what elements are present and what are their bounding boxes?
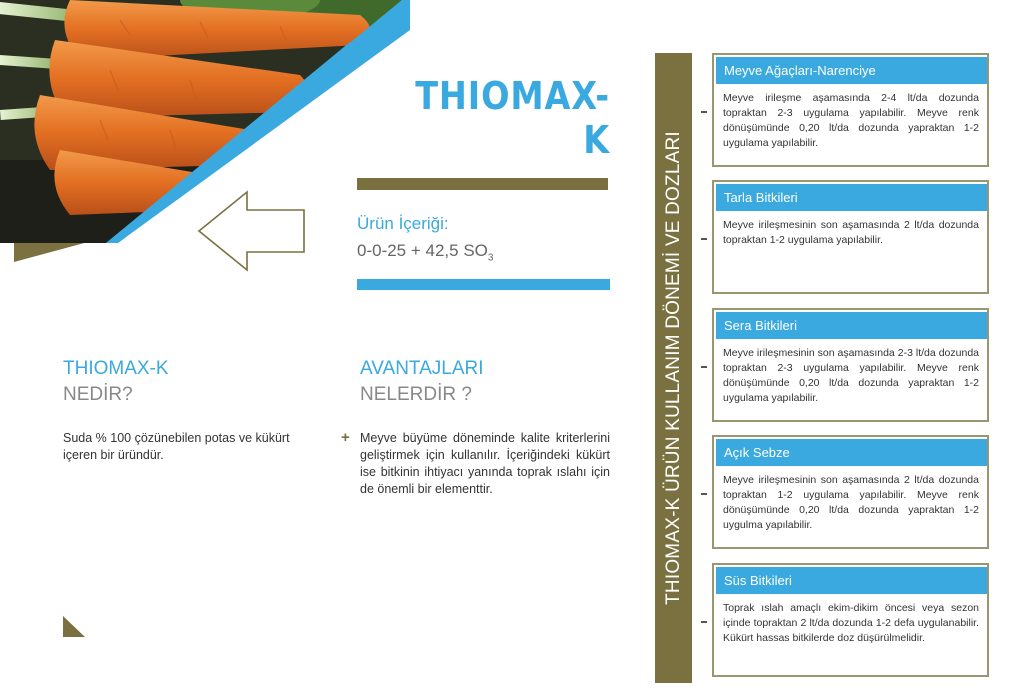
content-value — [357, 241, 493, 263]
advantages-subtitle: NELERDİR ? — [360, 384, 472, 405]
content-label: Ürün İçeriği: — [357, 214, 449, 233]
product-title: THIOMAX-K — [415, 74, 610, 162]
what-is-body: Suda % 100 çözünebilen potas ve kükürt içeren bir üründür. — [63, 431, 290, 462]
usage-vertical-band — [655, 53, 692, 683]
usage-card-greenhouse — [712, 308, 989, 422]
usage-card-title: Süs Bitkileri — [716, 567, 987, 594]
usage-band-label: THIOMAX-K ÜRÜN KULLANIM DÖNEMİ VE DOZLARI — [663, 131, 684, 605]
advantages-body: Meyve büyüme döneminde kalite kriterlerini geliştirmek için kullanılır. İçeriğindeki kükürt ise bitkinin ihtiyacı yanında toprak ıslahı için de önemli bir elementtir. — [360, 431, 610, 496]
usage-card-title: Sera Bitkileri — [716, 312, 987, 339]
usage-card-body: Meyve irileşme aşamasında 2-4 lt/da dozunda topraktan 2-3 uygulama yapılabilir. Meyve renk dönüşümünde 0,20 lt/da dozunda yapraktan 1-2 uygulama yapılabilir. — [723, 92, 979, 149]
what-is-subtitle: NEDİR? — [63, 384, 133, 405]
left-arrow-icon — [197, 190, 307, 272]
usage-card-body: Meyve irileşmesinin son aşamasında 2-3 lt/da dozunda topraktan 2-3 uygulama yapılabilir. Meyve renk dönüşümünde 0,20 lt/da dozunda yapraktan 1-2 uygulama yapılabilir. — [723, 347, 979, 404]
usage-card-body: Meyve irileşmesinin son aşamasında 2 lt/da dozunda topraktan 1-2 uygulama yapılabilir. — [723, 219, 979, 246]
usage-card-fruit-citrus — [712, 53, 989, 167]
usage-card-field-crops — [712, 180, 989, 294]
content-subscript: 3 — [487, 252, 494, 264]
advantages-title: AVANTAJLARI — [360, 358, 484, 379]
usage-card-body: Meyve irileşmesinin son aşamasında 2 lt/da dozunda topraktan 1-2 uygulama yapılabilir. Meyve renk dönüşümünde 0,20 lt/da dozunda yapraktan 1-2 uygulma yapılabilir. — [723, 474, 979, 531]
plus-bullet-icon: + — [341, 429, 350, 446]
content-formula: 0-0-25 + 42,5 SO — [357, 241, 488, 260]
usage-card-title: Açık Sebze — [716, 439, 987, 466]
usage-card-title: Meyve Ağaçları-Narenciye — [716, 57, 987, 84]
usage-card-open-field-vegetables — [712, 435, 989, 549]
card-connector — [701, 366, 707, 368]
corner-triangle-icon — [63, 616, 87, 638]
card-connector — [701, 621, 707, 623]
card-connector — [701, 111, 707, 113]
usage-card-ornamental-plants — [712, 563, 989, 677]
card-connector — [701, 238, 707, 240]
blue-divider — [357, 279, 610, 290]
usage-card-title: Tarla Bitkileri — [716, 184, 987, 211]
olive-divider — [357, 178, 608, 190]
what-is-title: THIOMAX-K — [63, 358, 169, 379]
usage-card-body: Toprak ıslah amaçlı ekim-dikim öncesi veya sezon içinde topraktan 2 lt/da dozunda 1-2 defa uygulanabilir. Kükürt hassas bitkilerde doz düşürülmelidir. — [723, 602, 979, 644]
card-connector — [701, 493, 707, 495]
